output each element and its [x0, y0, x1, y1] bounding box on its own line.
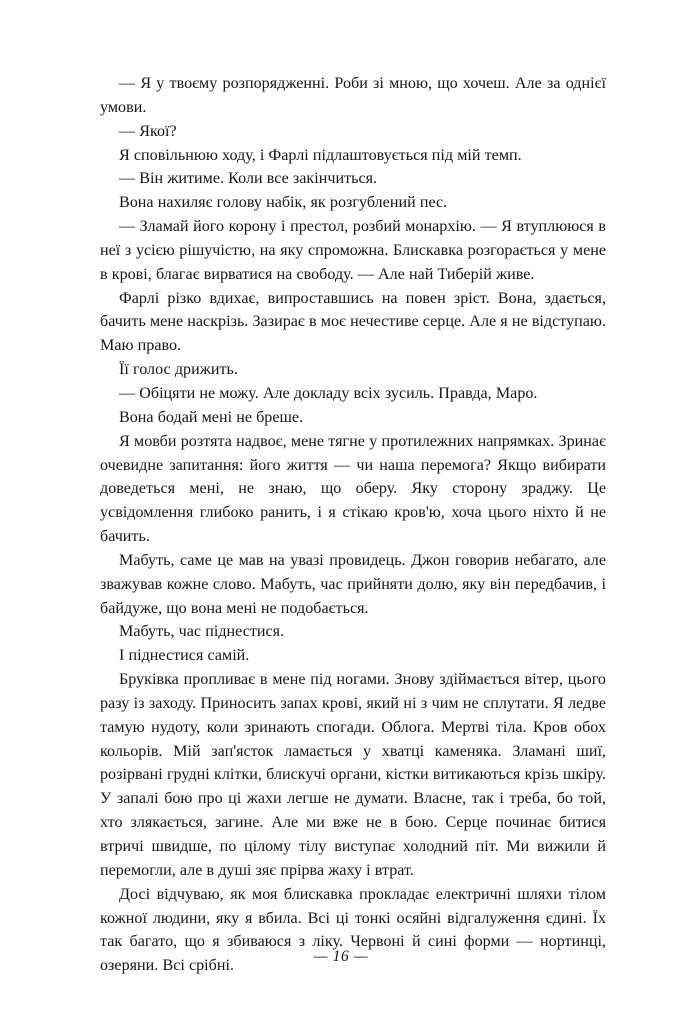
paragraph: — Зламай його корону і престол, розбий монархію. — Я втуплююся в неї з усією рішучістю, на яку спроможна. Блискавка розгорається у мене в крові, благає вирватися на свободу. — Але най Тиберій живе. [100, 218, 606, 283]
paragraph: Фарлі різко вдихає, випроставшись на повен зріст. Вона, здається, бачить мене наскрізь. Зазирає в моє нечестиве серце. Але я не відступаю. Маю право. [100, 289, 606, 355]
paragraph: Я мовби розтята надвоє, мене тягне у протилежних напрямках. Зринає очевидне запитання: його життя — чи наша перемога? Якщо вибирати доведеться мені, не знаю, що оберу. Яку сторону зраджу. Це усвідомлення глибоко ранить, і я стікаю кров'ю, хоча цього ніхто й не бачить. [100, 432, 606, 546]
paragraph: Бруківка пропливає в мене під ногами. Знову здіймається вітер, цього разу із заходу. Приносить запах крові, який ні з чим не сплутати. Я ледве тамую нудоту, коли зринають спогади. Облога. Мертві тіла. Кров обох кольорів. Мій зап'ясток ламається у хватці каменяка. Зламані шиї, розірвані грудні клітки, блискучі органи, кістки витикаються крізь шкіру. У запалі бою про ці жахи легше не думати. Власне, так і треба, бо той, хто злякається, загине. Але ми вже не в бою. Серце починає битися втричі швидше, по цілому тілу виступає холодний піт. Ми вижили й перемогли, але в душі зяє прірва жаху і втрат. [100, 671, 606, 879]
paragraph: — Якої? [119, 122, 177, 140]
paragraph: Вона нахиляє голову набік, як розгублений пес. [119, 194, 448, 212]
paragraph: Я сповільнюю ходу, і Фарлі підлаштовується під мій темп. [119, 146, 522, 164]
paragraph: Досі відчуваю, як моя блискавка прокладає електричні шляхи тілом кожної людини, яку я вбила. Всі ці тонкі осяйні відгалуження єдині. Їх так багато, що я збиваюся з ліку. Червоні й сині форми — нортинці, озеряни. Всі срібні. [100, 885, 606, 975]
paragraph: Вона бодай мені не бреше. [119, 408, 304, 426]
page-number: — 16 — [313, 948, 369, 965]
paragraph: Мабуть, саме це мав на увазі провидець. Джон говорив небагато, але зважував кожне слово. Мабуть, час прийняти долю, яку він передбачив, і байдуже, що вона мені не подобається. [100, 551, 606, 617]
paragraph: Її голос дрижить. [119, 361, 238, 379]
paragraph: Мабуть, час піднестися. [119, 623, 285, 641]
page-body-text [100, 72, 606, 978]
paragraph: І піднестися самій. [119, 647, 250, 665]
paragraph: — Обіцяти не можу. Але докладу всіх зусиль. Правда, Маро. [119, 384, 538, 402]
paragraph: — Він житиме. Коли все закінчиться. [119, 170, 378, 188]
paragraph: — Я у твоєму розпорядженні. Роби зі мною, що хочеш. Але за однієї умови. [100, 75, 606, 116]
